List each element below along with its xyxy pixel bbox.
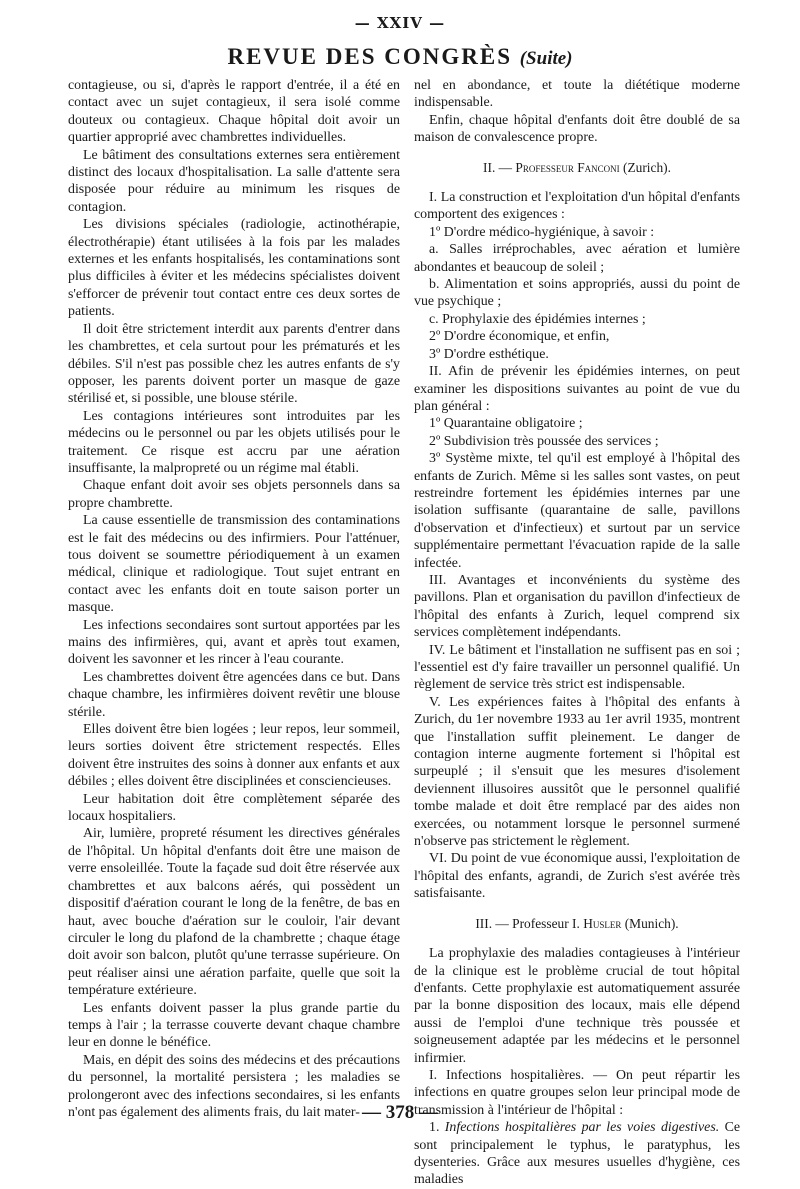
paragraph bbox=[414, 1119, 740, 1189]
paragraph: Mais, en dépit des soins des médecins et des précautions du personnel, la mortalité persistera ; les maladies se prolongeront avec des infections secondaires, si les enfants n'ont pas également des aliments frais, du lait mater- bbox=[68, 1052, 400, 1120]
paragraph: IV. Le bâtiment et l'installation ne suffisent pas en soi ; l'essentiel est d'y faire travailler un personnel qualifié. Un règlement de service très strict est indispensable. bbox=[414, 642, 740, 693]
heading-place: (Munich). bbox=[621, 915, 679, 931]
paragraph: Il doit être strictement interdit aux parents d'entrer dans les chambrettes, et cela surtout pour les prématurés et les débiles. S'il n'est pas possible chez les autres enfants de s'y opposer, les parents doivent porter un masque de gaze stérilisé et, si possible, une blouse stérile. bbox=[68, 321, 400, 407]
paragraph: VI. Du point de vue économique aussi, l'exploitation de l'hôpital des enfants, agrandi, de Zurich s'est avérée très satisfaisante. bbox=[414, 851, 740, 902]
paragraph: Les chambrettes doivent être agencées dans ce but. Dans chaque chambre, les infirmières doivent revêtir une blouse stérile. bbox=[68, 669, 400, 720]
item-text: Ce sont principalement le typhus, le paratyphus, les dysenteries. Grâce aux mesures usuelles d'hygiène, ces maladies bbox=[414, 1120, 741, 1188]
left-column bbox=[68, 77, 400, 1120]
list-item: 2º D'ordre économique, et enfin, bbox=[429, 329, 610, 345]
list-item: 3º Système mixte, tel qu'il est employé à l'hôpital des enfants de Zurich. Même si les salles sont vastes, on peut restreindre fortement les épidémies internes par une isolation suffisante (quarantaine de salle, pavillons d'observation et d'infectieux) et surtout par un service supplémentaire permettant l'évacuation rapide de la salle infectée. bbox=[414, 451, 740, 571]
title-suffix: (Suite) bbox=[519, 48, 573, 69]
author-name: Husler bbox=[583, 915, 622, 931]
section-heading-fanconi bbox=[414, 159, 740, 176]
subsection-text: — On peut répartir les infections en quatre groupes selon leur principal mode de transmission à l'intérieur de l'hôpital : bbox=[414, 1067, 740, 1118]
right-column bbox=[414, 77, 741, 1188]
paragraph: II. Afin de prévenir les épidémies internes, on peut examiner les dispositions suivantes au point de vue du plan général : bbox=[414, 364, 740, 414]
item-number: 1. bbox=[429, 1120, 445, 1136]
paragraph: Leur habitation doit être complètement séparée des locaux hospitaliers. bbox=[68, 791, 400, 825]
page-number: — 378 — bbox=[362, 1102, 438, 1123]
running-title bbox=[0, 44, 800, 70]
author-name: Professeur Fanconi bbox=[515, 159, 620, 175]
paragraph: nel en abondance, et toute la diététique moderne indispensable. bbox=[414, 78, 740, 111]
paragraph: Chaque enfant doit avoir ses objets personnels dans sa propre chambrette. bbox=[68, 478, 400, 511]
paragraph: V. Les expériences faites à l'hôpital des enfants à Zurich, du 1er novembre 1933 au 1er avril 1935, montrent que l'installation suffit pleinement. Le danger de contagion interne augmente fortement si l'hôpital est surpeuplé ; il s'ensuit que les mesures d'isolement deviennent illusoires aussitôt que le personnel qualifié tombe malade et doit être remplacé par des aides non exercées, ou notamment lorsque le personnel surmené n'observe pas strictement le règlement. bbox=[414, 694, 740, 850]
heading-prefix: II. — bbox=[483, 159, 516, 175]
paragraph: Le bâtiment des consultations externes sera entièrement distinct des locaux d'hospitalisation. La salle d'attente sera disposée pour réduire au minimum les risques de contagion. bbox=[68, 147, 400, 215]
heading-prefix: III. — Professeur I. bbox=[475, 915, 584, 931]
paragraph: Les divisions spéciales (radiologie, actinothérapie, électrothérapie) étant utilisées à la fois par les malades externes et les enfants hospitalisés, les contaminations sont plus difficiles à éviter et les médecins spécialistes doivent s'efforcer de prévenir tout contact entre ces deux sortes de patients. bbox=[68, 217, 400, 320]
roman-page-number: — XXIV — bbox=[354, 14, 446, 32]
heading-place: (Zurich). bbox=[619, 159, 671, 175]
section-heading-husler bbox=[414, 915, 740, 932]
list-item: 3º D'ordre esthétique. bbox=[429, 346, 549, 362]
paragraph: Air, lumière, propreté résument les directives générales de l'hôpital. Un hôpital d'enfants doit être une maison de verre ensoleillée. Toute la façade sud doit être réservée aux chambrettes et aux balcons aérés, qui possèdent un dispositif d'aération courant le long de la fenêtre, de bas en haut, avec bouche d'aération sur le couloir, l'air devant circuler le long du plafond de la chambrette ; chaque étage doit avoir son balcon, plutôt qu'une terrasse supérieure. On peut réaliser ainsi une aération parfaite, quelle que soit la température extérieure. bbox=[68, 826, 400, 999]
paragraph: contagieuse, ou si, d'après le rapport d'entrée, il a été en contact avec un sujet contagieux, il sera isolé comme douteux ou contagieux. Chaque hôpital doit avoir un quartier approprié avec chambrettes individuelles. bbox=[68, 78, 400, 146]
list-item: a. Salles irréprochables, avec aération et lumière abondantes et beaucoup de soleil ; bbox=[414, 242, 740, 275]
paragraph: III. Avantages et inconvénients du système des pavillons. Plan et organisation du pavillon d'infectieux de l'hôpital des enfants à Zurich, lequel comprend six services complètement indépendants. bbox=[414, 572, 740, 641]
list-item: 1º Quarantaine obligatoire ; bbox=[429, 416, 583, 432]
paragraph: Les enfants doivent passer la plus grande partie du temps à l'air ; la terrasse couverte devant chaque chambre leur en donne le bénéfice. bbox=[68, 1000, 400, 1051]
list-item: b. Alimentation et soins appropriés, aussi du point de vue psychique ; bbox=[414, 277, 740, 310]
item-label: Infections hospitalières par les voies digestives. bbox=[444, 1120, 720, 1136]
paragraph: I. La construction et l'exploitation d'un hôpital d'enfants comportent des exigences : bbox=[414, 190, 740, 223]
subsection-label: I. Infections hospitalières. bbox=[429, 1067, 585, 1083]
list-item: 2º Subdivision très poussée des services ; bbox=[429, 433, 659, 449]
list-item: c. Prophylaxie des épidémies internes ; bbox=[429, 311, 646, 327]
list-item: 1º D'ordre médico-hygiénique, à savoir : bbox=[429, 224, 655, 240]
paragraph: Elles doivent être bien logées ; leur repos, leur sommeil, leurs sorties doivent être strictement respectés. Elles doivent être instruites des soins à donner aux enfants et aux débiles ; elles doivent être disciplinées et consciencieuses. bbox=[68, 722, 400, 790]
paragraph: La cause essentielle de transmission des contaminations est le fait des médecins ou des infirmiers. Pour l'atténuer, tous doivent se soumettre périodiquement à un examen médical, clinique et radiologique. Tout sujet entrant en contact avec les enfants doit en toute saison porter un masque. bbox=[68, 513, 400, 616]
paragraph: Les contagions intérieures sont introduites par les médecins ou le personnel ou par les objets utilisés pour le traitement. Ce risque est accru par une aération insuffisante, la malpropreté ou un régime mal établi. bbox=[68, 408, 400, 476]
paragraph: La prophylaxie des maladies contagieuses à l'intérieur de la clinique est le problème crucial de tout hôpital d'enfants. Cette prophylaxie est automatiquement assurée par la bonne disposition des locaux, mais elle dépend aussi de l'emploi d'une technique très poussée et soigneusement adaptée par les médecins et le personnel infirmier. bbox=[414, 946, 740, 1066]
paragraph: Enfin, chaque hôpital d'enfants doit être doublé de sa maison de convalescence propre. bbox=[414, 112, 740, 146]
journal-title: REVUE DES CONGRÈS bbox=[227, 44, 512, 69]
paragraph: Les infections secondaires sont surtout apportées par les mains des infirmières, qui, avant et après tout examen, doivent les savonner et les rincer à l'eau courante. bbox=[68, 617, 400, 668]
